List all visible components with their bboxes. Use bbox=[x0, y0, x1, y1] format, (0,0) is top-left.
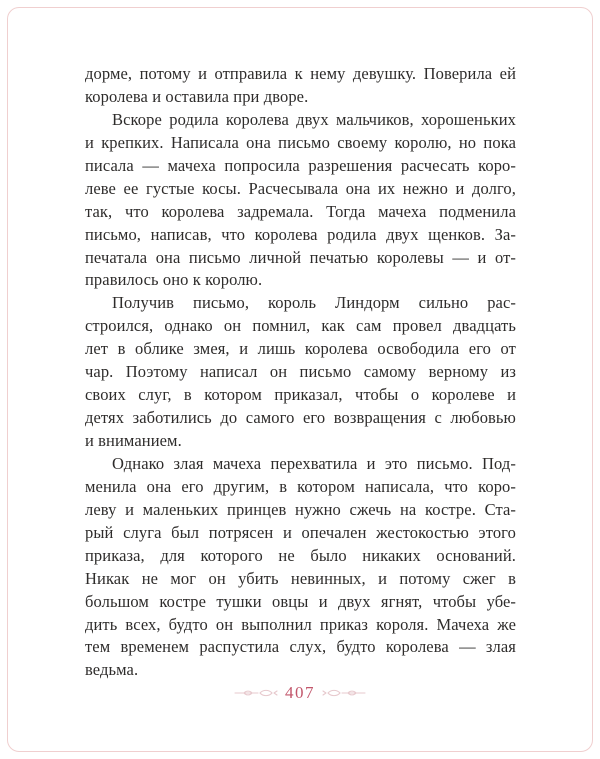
text-line: печатала она письмо личной печатью королевы — и от- bbox=[85, 247, 516, 267]
text-line: леве ее густые косы. Расчесывала она их нежно и долго, bbox=[85, 178, 516, 198]
text-line: писала — мачеха попросила разрешения расчесать коро- bbox=[85, 155, 516, 175]
text-line: и крепких. Написала она письмо своему королю, но пока bbox=[85, 132, 516, 152]
paragraph bbox=[85, 292, 516, 453]
paragraph bbox=[85, 63, 516, 109]
paragraph bbox=[85, 453, 516, 682]
text-line: дить всех, будто он выполнил приказ короля. Мачеха же bbox=[85, 614, 516, 634]
text-line: тем временем распустила слух, будто королева — злая bbox=[85, 637, 516, 657]
flourish-left-icon bbox=[234, 687, 278, 699]
paragraph bbox=[85, 109, 516, 293]
text-line: письмо, написав, что королева родила двух щенков. За- bbox=[85, 224, 516, 244]
text-line: большом костре тушки овцы и двух ягнят, чтобы убе- bbox=[85, 591, 516, 611]
text-line: лет в облике змея, и лишь королева освободила его от bbox=[85, 339, 516, 359]
text-line: Никак не мог он убить невинных, и потому сжег в bbox=[85, 568, 516, 588]
text-line: Однако злая мачеха перехватила и это письмо. Под- bbox=[112, 453, 516, 473]
text-line: своих слуг, в котором приказал, чтобы о королеве и bbox=[85, 385, 516, 405]
text-line: детях заботились до самого его возвращения с любовью bbox=[85, 408, 516, 428]
page-footer bbox=[0, 684, 600, 701]
text-line: рый слуга был потрясен и опечален жестокостью этого bbox=[85, 522, 516, 542]
text-block bbox=[85, 63, 516, 682]
text-line: Получив письмо, король Линдорм сильно рас- bbox=[112, 293, 516, 313]
text-line: Вскоре родила королева двух мальчиков, хорошеньких bbox=[112, 109, 516, 129]
text-line: строился, однако он помнил, как сам провел двадцать bbox=[85, 316, 516, 336]
text-line: правилось оно к королю. bbox=[85, 270, 263, 290]
text-line: приказа, для которого не было никаких оснований. bbox=[85, 545, 516, 565]
text-line: дорме, потому и отправила к нему девушку. Поверила ей bbox=[85, 64, 516, 83]
text-line: чар. Поэтому написал он письмо самому верному из bbox=[85, 362, 516, 382]
text-line: менила она его другим, в котором написала, что коро- bbox=[85, 476, 516, 496]
text-line: так, что королева задремала. Тогда мачеха подменила bbox=[85, 201, 516, 221]
text-line: леву и маленьких принцев нужно сжечь на костре. Ста- bbox=[85, 499, 516, 519]
text-line: ведьма. bbox=[85, 660, 139, 680]
text-line: и вниманием. bbox=[85, 431, 182, 450]
flourish-right-icon bbox=[322, 687, 366, 699]
text-line: королева и оставила при дворе. bbox=[85, 86, 309, 106]
page-number: 407 bbox=[285, 683, 315, 702]
